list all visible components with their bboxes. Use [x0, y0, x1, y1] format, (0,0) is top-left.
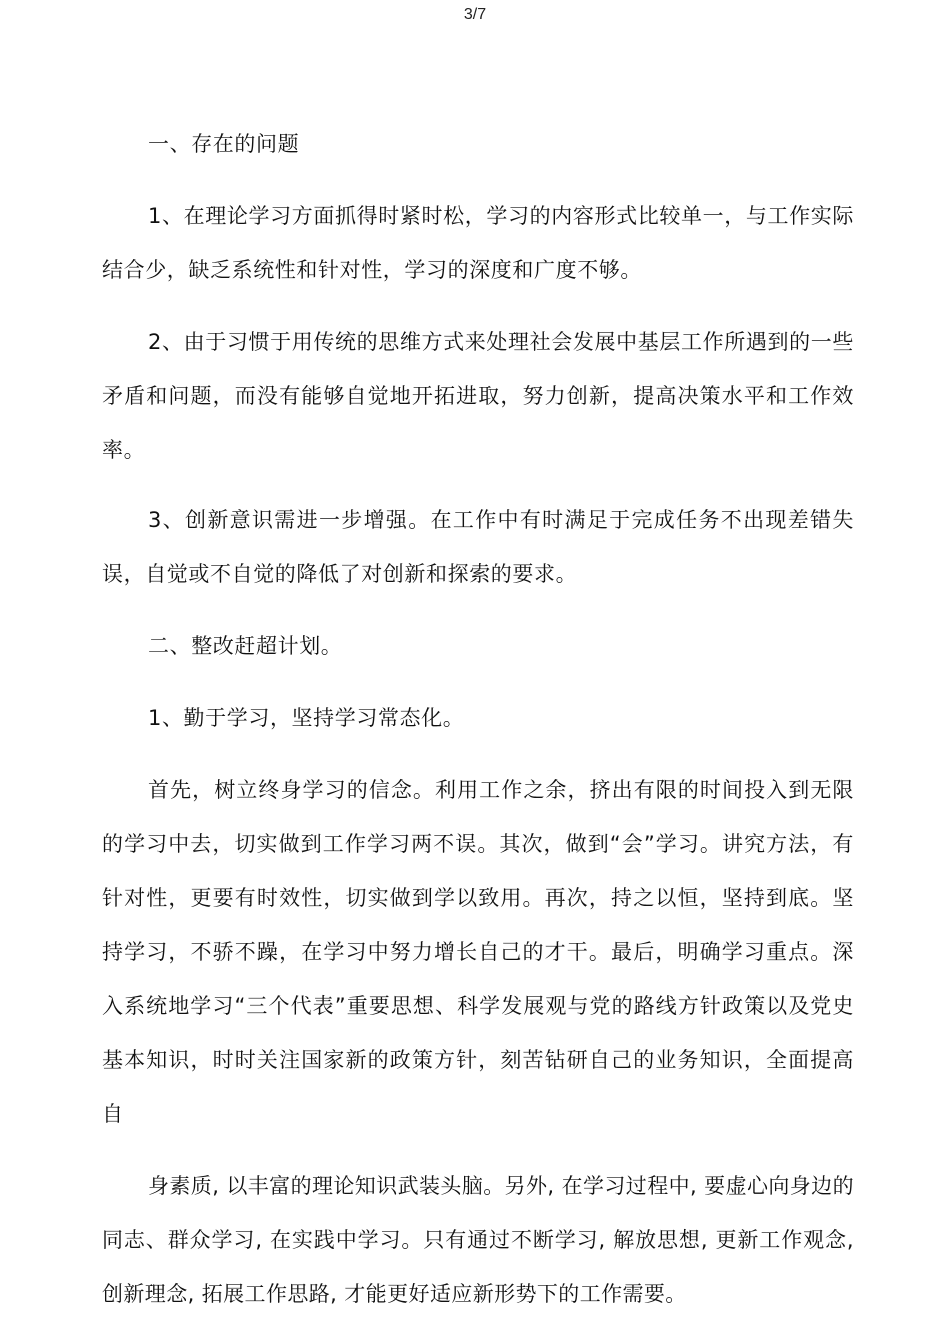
paragraph-plan-1: 1、勤于学习，坚持学习常态化。 — [148, 706, 465, 730]
paragraph-problem-3: 3、创新意识需进一步增强。在工作中有时满足于完成任务不出现差错失误，自觉或不自觉的降低了对创新和探索的要求。 — [102, 508, 854, 586]
paragraph-problem-1: 1、在理论学习方面抓得时紧时松，学习的内容形式比较单一，与工作实际结合少，缺乏系统性和针对性，学习的深度和广度不够。 — [102, 204, 854, 282]
section-heading-problems: 一、存在的问题 — [148, 132, 300, 156]
section-heading-plan: 二、整改赶超计划。 — [148, 634, 343, 658]
page-number: 3/7 — [463, 6, 487, 23]
document-body — [102, 117, 854, 1321]
paragraph-problem-2: 2、由于习惯于用传统的思维方式来处理社会发展中基层工作所遇到的一些矛盾和问题，而没有能够自觉地开拓进取，努力创新，提高决策水平和工作效率。 — [102, 330, 854, 462]
paragraph-study-details: 首先，树立终身学习的信念。利用工作之余，挤出有限的时间投入到无限的学习中去，切实做到工作学习两不误。其次，做到“会”学习。讲究方法，有针对性，更要有时效性，切实做到学以致用。再次，持之以恒，坚持到底。坚持学习，不骄不躁，在学习中努力增长自己的才干。最后，明确学习重点。深入系统地学习“三个代表”重要思想、科学发展观与党的路线方针政策以及党史基本知识，时时关注国家新的政策方针，刻苦钻研自己的业务知识，全面提高自 — [102, 778, 854, 1126]
paragraph-study-continued: 身素质, 以丰富的理论知识武装头脑。另外, 在学习过程中, 要虚心向身边的同志、群众学习, 在实践中学习。只有通过不断学习, 解放思想, 更新工作观念, 创新理念, 拓展工作思路, 才能更好适应新形势下的工作需要。 — [102, 1174, 854, 1306]
